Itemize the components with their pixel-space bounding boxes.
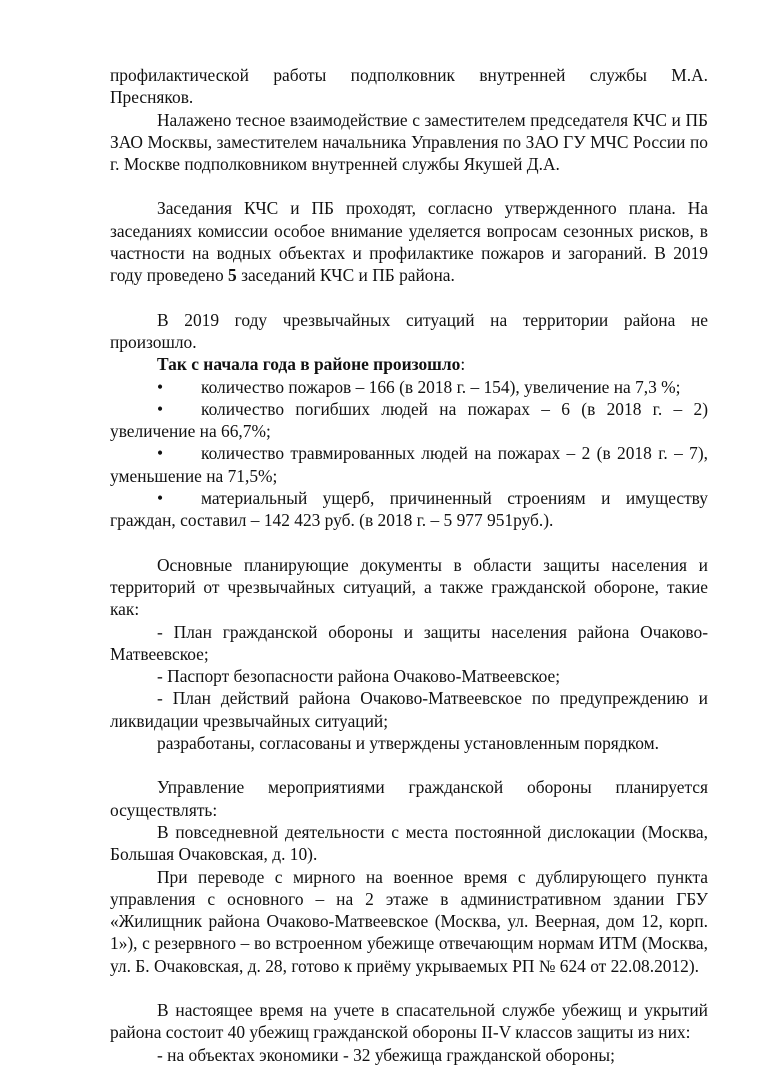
spacer (110, 532, 708, 554)
bullet-icon: • (157, 443, 164, 464)
paragraph-continuation: профилактической работы подполковник внутренней службы М.А. (110, 65, 708, 85)
spacer (110, 287, 708, 309)
paragraph-no-emergencies: В 2019 году чрезвычайных ситуаций на территории района не произошло. (110, 309, 708, 352)
list-item: • количество травмированных людей на пожарах – 2 (в 2018 г. – 7), уменьшение на 71,5%; (110, 443, 708, 486)
list-item: • количество пожаров – 166 (в 2018 г. – 154), увеличение на 7,3 %; (157, 376, 681, 397)
spacer (110, 977, 708, 999)
document-item: - План действий района Очаково-Матвеевское по предупреждению и ликвидации чрезвычайных ситуаций; (110, 688, 708, 731)
list-item: • количество погибших людей на пожарах – 6 (в 2018 г. – 2) увеличение на 66,7%; (110, 398, 708, 442)
bullet-icon: • (157, 488, 164, 509)
document-item: - Паспорт безопасности района Очаково-Матвеевское; (157, 666, 561, 687)
paragraph-approved: разработаны, согласованы и утверждены установленным порядком. (157, 733, 659, 754)
meetings-count: 5 (228, 265, 237, 286)
paragraph-daily-activity: В повседневной деятельности с места постоянной дислокации (Москва, Большая Очаковская, д. 10). (110, 821, 708, 865)
bullet-icon: • (157, 376, 164, 397)
paragraph-meetings: Заседания КЧС и ПБ проходят, согласно утвержденного плана. На заседаниях комиссии особое внимание уделяется вопросам сезонных рисков, в частности на водных объектах и профилактике пожаров и загораний. В 2019 году проведено 5 заседаний КЧС и ПБ района. (110, 198, 708, 286)
paragraph-continuation-end: Пресняков. (110, 87, 194, 108)
spacer (110, 754, 708, 776)
list-item: • материальный ущерб, причиненный строениям и имуществу граждан, составил – 142 423 руб. (в 2018 г. – 5 977 951руб.). (110, 488, 708, 531)
paragraph-wartime-transfer: При переводе с мирного на военное время с дублирующего пункта управления с основного – на 2 этаже в административном здании ГБУ «Жилищник района Очаково-Матвеевское (Москва, ул. Веерная, дом 12, корп. 1»), с резервного – во встроенном убежище отвечающим нормам ИТМ (Москва, ул. Б. Очаковская, д. 28, готово к приёму укрываемых РП № 624 от 22.08.2012). (110, 866, 708, 976)
paragraph-interaction: Налажено тесное взаимодействие с заместителем председателя КЧС и ПБ ЗАО Москвы, заместителем начальника Управления по ЗАО ГУ МЧС России по г. Москве подполковником внутренней службы Якушей Д.А. (110, 109, 708, 175)
bullet-icon: • (157, 398, 164, 419)
paragraph-planning-docs: Основные планирующие документы в области защиты населения и территорий от чрезвычайных ситуаций, а также гражданской обороне, такие как: (110, 554, 708, 620)
paragraph-shelters-economy: - на объектах экономики - 32 убежища гражданской обороны; (157, 1044, 615, 1065)
paragraph-shelters: В настоящее время на учете в спасательной службе убежищ и укрытий района состоит 40 убежищ гражданской обороны II-V классов защиты из них: (110, 999, 708, 1043)
statistics-heading: Так с начала года в районе произошло: (157, 354, 466, 375)
spacer (110, 175, 708, 197)
paragraph-civil-defense-management: Управление мероприятиями гражданской обороны планируется осуществлять: (110, 777, 708, 820)
document-item: - План гражданской обороны и защиты населения района Очаково-Матвеевское; (110, 621, 708, 664)
